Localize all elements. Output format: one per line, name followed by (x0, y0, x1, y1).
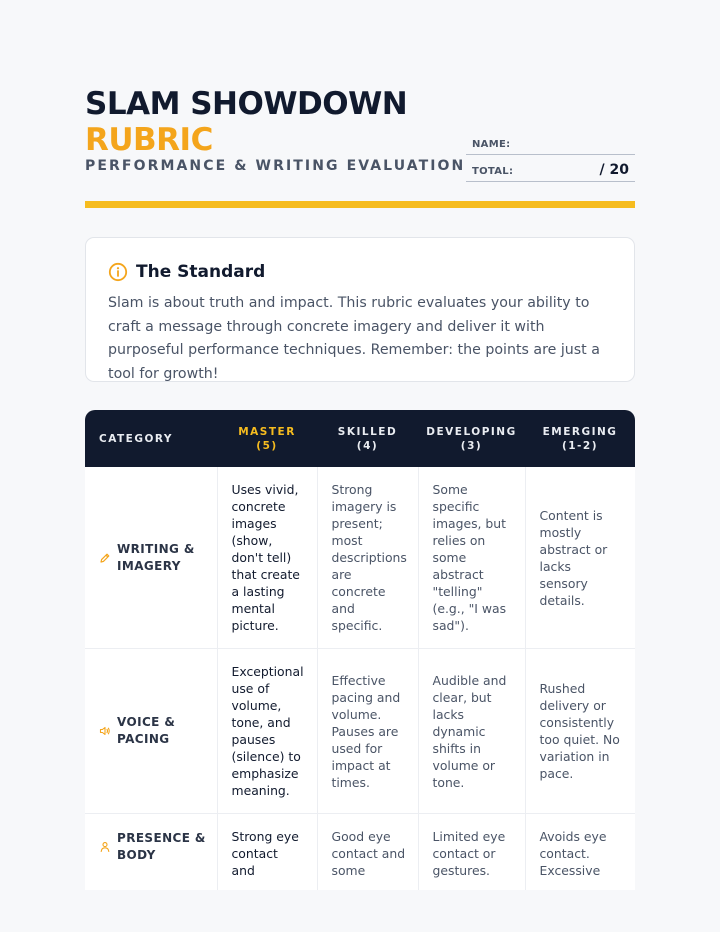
table-row (85, 467, 635, 649)
emerging-cell: Rushed delivery or consistently too quiet. No variation in pace. (525, 649, 635, 814)
category-cell (85, 467, 217, 649)
header-developing: DEVELOPING (3) (418, 410, 525, 467)
category-label: PRESENCE & BODY (117, 831, 206, 862)
master-cell: Uses vivid, concrete images (show, don't tell) that create a lasting mental picture. (217, 467, 317, 649)
score-box (466, 132, 635, 182)
table-row (85, 649, 635, 814)
speaker-icon (99, 725, 111, 737)
standard-body: Slam is about truth and impact. This rubric evaluates your ability to craft a message through concrete imagery and deliver it with purposeful performance techniques. Remember: the points are just a tool for growth! (108, 295, 600, 382)
category-cell (85, 649, 217, 814)
name-label: NAME: (472, 139, 511, 150)
standard-card-header (108, 262, 265, 282)
pencil-icon (99, 552, 111, 564)
name-field[interactable] (466, 132, 635, 155)
standard-title: The Standard (136, 262, 266, 282)
title-line-2: RUBRIC (85, 122, 213, 158)
header-category: CATEGORY (85, 410, 217, 467)
info-circle-icon (108, 262, 128, 282)
skilled-cell: Good eye contact and some (317, 814, 418, 891)
header-master: MASTER (5) (217, 410, 317, 467)
person-icon (99, 841, 111, 853)
title-line-1: SLAM SHOWDOWN (85, 86, 408, 122)
developing-cell: Some specific images, but relies on some abstract "telling" (e.g., "I was sad"). (418, 467, 525, 649)
skilled-cell: Strong imagery is present; most descriptions are concrete and specific. (317, 467, 418, 649)
table-header-row (85, 410, 635, 467)
header-emerging: EMERGING (1-2) (525, 410, 635, 467)
total-field[interactable] (466, 157, 635, 182)
category-cell (85, 814, 217, 891)
standard-card (85, 237, 635, 382)
table-row (85, 814, 635, 891)
title-block (85, 86, 407, 158)
master-cell: Strong eye contact and (217, 814, 317, 891)
total-label: TOTAL: (472, 166, 514, 177)
accent-divider (85, 201, 635, 208)
skilled-cell: Effective pacing and volume. Pauses are used for impact at times. (317, 649, 418, 814)
emerging-cell: Avoids eye contact. Excessive (525, 814, 635, 891)
category-label: VOICE & PACING (117, 715, 176, 746)
rubric-page (85, 0, 635, 932)
header-skilled: SKILLED (4) (317, 410, 418, 467)
subtitle: PERFORMANCE & WRITING EVALUATION (85, 158, 466, 174)
developing-cell: Audible and clear, but lacks dynamic shifts in volume or tone. (418, 649, 525, 814)
developing-cell: Limited eye contact or gestures. (418, 814, 525, 891)
category-label: WRITING & IMAGERY (117, 541, 195, 573)
rubric-table-container (85, 410, 635, 890)
total-value: / 20 (599, 162, 629, 178)
emerging-cell: Content is mostly abstract or lacks sensory details. (525, 467, 635, 649)
rubric-table (85, 410, 635, 890)
master-cell: Exceptional use of volume, tone, and pauses (silence) to emphasize meaning. (217, 649, 317, 814)
